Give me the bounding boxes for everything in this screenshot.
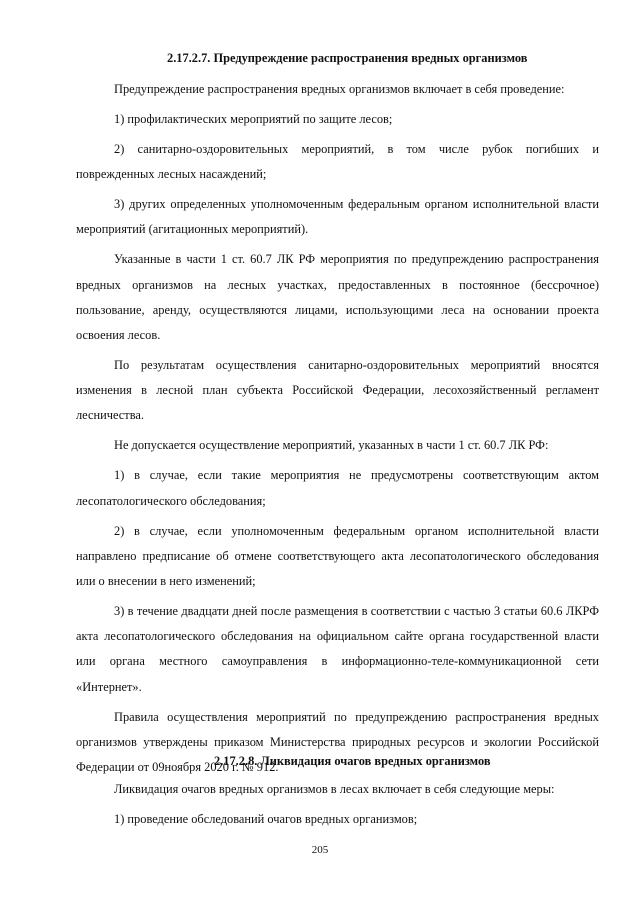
section-body-2-17-2-7 [76, 77, 599, 785]
paragraph: Не допускается осуществление мероприятий, указанных в части 1 ст. 60.7 ЛК РФ: [114, 438, 549, 453]
paragraph: 1) в случае, если такие мероприятия не предусмотрены соответствующим актом лесопатологического обследования; [76, 468, 599, 508]
paragraph: По результатам осуществления санитарно-оздоровительных мероприятий вносятся изменения в лесной план субъекта Российской Федерации, лесохозяйственный регламент лесничества. [76, 358, 599, 423]
section-heading-2-17-2-7: 2.17.2.7. Предупреждение распространения вредных организмов [167, 51, 528, 65]
paragraph: 2) в случае, если уполномоченным федеральным органом исполнительной власти направлено предписание об отмене соответствующего акта лесопатологического обследования или о внесении в него изменений; [76, 523, 599, 589]
section-body-2-17-2-8 [76, 777, 599, 837]
paragraph: Предупреждение распространения вредных организмов включает в себя проведение: [114, 82, 565, 96]
paragraph: 3) других определенных уполномоченным федеральным органом исполнительной власти мероприятий (агитационных мероприятий). [76, 197, 599, 237]
paragraph: 2) санитарно-оздоровительных мероприятий, в том числе рубок погибших и поврежденных лесных насаждений; [76, 142, 599, 182]
paragraph: 1) проведение обследований очагов вредных организмов; [114, 812, 418, 826]
paragraph: 1) профилактических мероприятий по защите лесов; [114, 112, 393, 126]
section-heading-2-17-2-8: 2.17.2.8. Ликвидация очагов вредных организмов [214, 754, 491, 768]
paragraph: Ликвидация очагов вредных организмов в лесах включает в себя следующие меры: [114, 782, 555, 796]
paragraph: 3) в течение двадцати дней после размещения в соответствии с частью 3 статьи 60.6 ЛКРФ акта лесопатологического обследования на официальном сайте органа государственной власти или органа местного самоуправления в информационно-теле-коммуникационной сети «Интернет». [76, 604, 599, 694]
paragraph: Указанные в части 1 ст. 60.7 ЛК РФ мероприятия по предупреждению распространения вредных организмов на лесных участках, предоставленных в постоянное (бессрочное) пользование, аренду, осуществляются лицами, использующими леса на основании проекта освоения лесов. [76, 252, 599, 343]
paragraph: Правила осуществления мероприятий по предупреждению распространения вредных организмов утверждены приказом Министерства природных ресурсов и экологии Российской Федерации от 09ноября 2020 г. № 912. [76, 709, 599, 775]
page-number: 205 [311, 844, 329, 856]
